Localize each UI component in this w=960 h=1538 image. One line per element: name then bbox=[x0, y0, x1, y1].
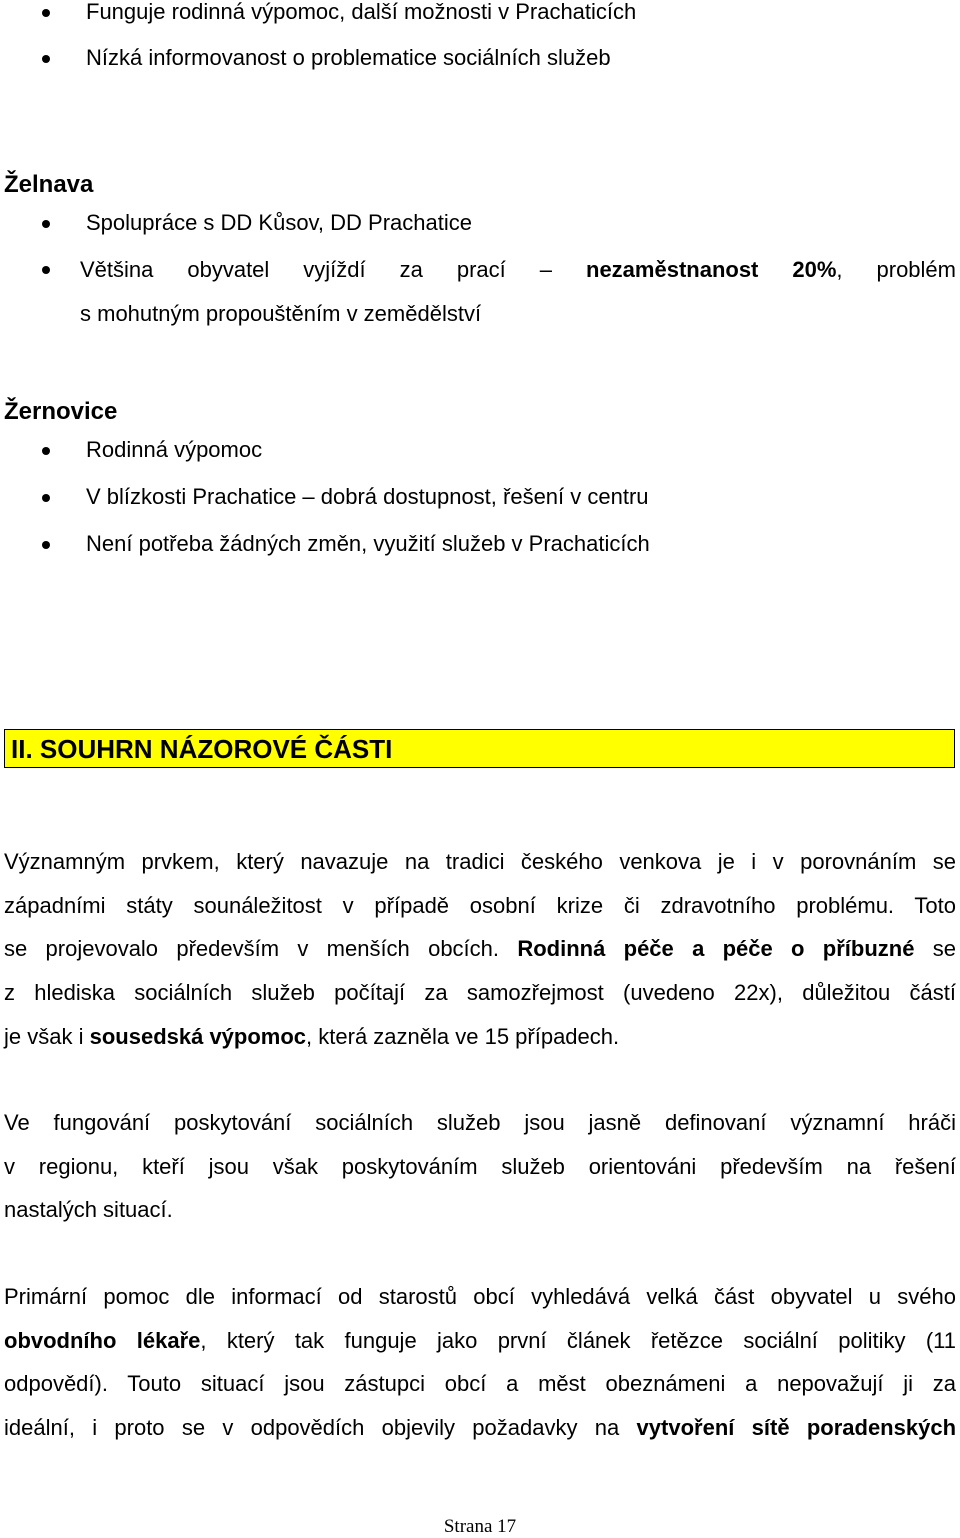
zelnava-heading: Želnava bbox=[4, 171, 94, 198]
zelnava-b2-line1: Většina obyvatel vyjíždí za prací – nezaměstnanost 20%, problém bbox=[80, 257, 956, 282]
p3-line2: obvodního lékaře, který tak funguje jako první článek řetězce sociální politiky (11 bbox=[4, 1328, 956, 1353]
bullet-icon bbox=[42, 494, 50, 502]
bullet-icon bbox=[42, 541, 50, 549]
bullet-icon bbox=[42, 55, 50, 63]
p1-line5: je však i sousedská výpomoc, která zazněla ve 15 případech. bbox=[4, 1024, 620, 1049]
section-title: II. SOUHRN NÁZOROVÉ ČÁSTI bbox=[11, 734, 393, 764]
zelnava-b2-line2: s mohutným propouštěním v zemědělství bbox=[80, 301, 482, 326]
p3-line3: odpovědí). Touto situací jsou zástupci obcí a měst obeznámeni a nepovažují ji za bbox=[4, 1371, 956, 1396]
p2-line2: v regionu, kteří jsou však poskytováním služeb orientováni především na řešení bbox=[4, 1154, 956, 1179]
p1-line1: Významným prvkem, který navazuje na tradici českého venkova je i v porovnáním se bbox=[4, 849, 956, 874]
bullet-icon bbox=[42, 9, 50, 17]
p3-line1: Primární pomoc dle informací od starostů obcí vyhledává velká část obyvatel u svého bbox=[4, 1284, 956, 1309]
zernovice-heading: Žernovice bbox=[4, 398, 118, 425]
p1-line2: západními státy sounáležitost v případě osobní krize či zdravotního problému. Toto bbox=[4, 893, 956, 918]
p2-line3: nastalých situací. bbox=[4, 1197, 173, 1222]
bullet-icon bbox=[42, 220, 50, 228]
section-heading bbox=[4, 729, 955, 768]
p2-line1: Ve fungování poskytování sociálních služeb jsou jasně definovaní významní hráči bbox=[4, 1110, 956, 1135]
page-number: Strana 17 bbox=[443, 1516, 517, 1537]
p1-line3: se projevovalo především v menších obcích. Rodinná péče a péče o příbuzné se bbox=[4, 936, 957, 961]
p3-line4: ideální, i proto se v odpovědích objevily požadavky na vytvoření sítě poradenských bbox=[4, 1415, 957, 1440]
bullet-icon bbox=[42, 266, 50, 274]
bullet-icon bbox=[42, 447, 50, 455]
p1-line4: z hlediska sociálních služeb počítají za samozřejmost (uvedeno 22x), důležitou částí bbox=[4, 980, 956, 1005]
